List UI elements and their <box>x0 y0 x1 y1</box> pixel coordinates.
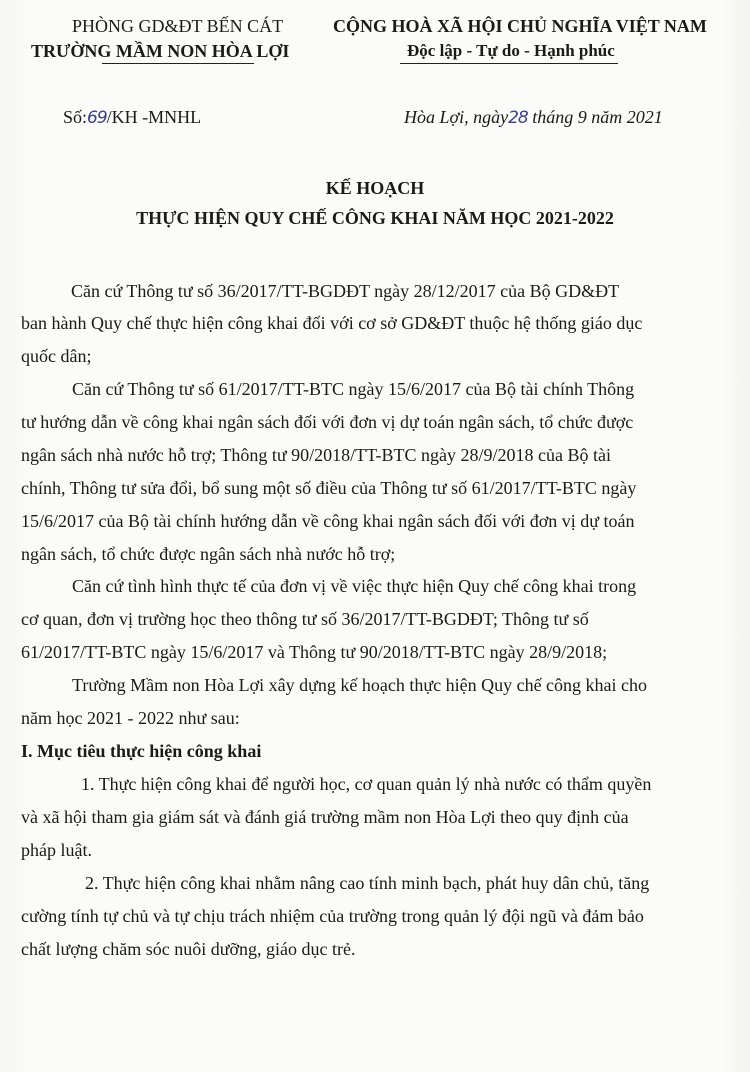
body-line: Căn cứ Thông tư số 61/2017/TT-BTC ngày 15/6/2017 của Bộ tài chính Thông <box>72 379 635 399</box>
body-line: Căn cứ Thông tư số 36/2017/TT-BGDĐT ngày 28/12/2017 của Bộ GD&ĐT <box>71 281 620 301</box>
document-subtitle: THỰC HIỆN QUY CHẾ CÔNG KHAI NĂM HỌC 2021-2022 <box>136 208 614 228</box>
document-date <box>404 107 663 128</box>
body-line: 1. Thực hiện công khai để người học, cơ quan quản lý nhà nước có thẩm quyền <box>81 774 652 794</box>
body-line: và xã hội tham gia giám sát và đánh giá trường mầm non Hòa Lợi theo quy định của <box>21 807 629 827</box>
body-line: ban hành Quy chế thực hiện công khai đối với cơ sở GD&ĐT thuộc hệ thống giáo dục <box>21 313 643 333</box>
national-motto: Độc lập - Tự do - Hạnh phúc <box>407 41 615 60</box>
body-line: 2. Thực hiện công khai nhằm nâng cao tính minh bạch, phát huy dân chủ, tăng <box>85 873 650 893</box>
document-number-handwritten: 69 <box>87 108 107 128</box>
school-name: TRƯỜNG MẦM NON HÒA LỢI <box>31 41 290 61</box>
department-name: PHÒNG GD&ĐT BẾN CÁT <box>72 16 284 36</box>
body-line: Căn cứ tình hình thực tế của đơn vị về việc thực hiện Quy chế công khai trong <box>72 576 637 596</box>
body-line: chất lượng chăm sóc nuôi dưỡng, giáo dục trẻ. <box>21 939 356 959</box>
date-prefix: Hòa Lợi, ngày <box>404 107 509 127</box>
body-line: tư hướng dẫn về công khai ngân sách đối với đơn vị dự toán ngân sách, tổ chức được <box>21 412 634 432</box>
national-title: CỘNG HOÀ XÃ HỘI CHỦ NGHĨA VIỆT NAM <box>333 16 707 36</box>
body-line: pháp luật. <box>21 840 92 860</box>
body-line: 61/2017/TT-BTC ngày 15/6/2017 và Thông tư 90/2018/TT-BTC ngày 28/9/2018; <box>21 642 608 662</box>
body-line: Trường Mầm non Hòa Lợi xây dựng kế hoạch thực hiện Quy chế công khai cho <box>72 675 648 695</box>
school-name-underline <box>102 63 254 64</box>
section-heading: I. Mục tiêu thực hiện công khai <box>21 741 262 761</box>
body-line: cường tính tự chủ và tự chịu trách nhiệm của trường trong quản lý đội ngũ và đảm bảo <box>21 906 644 926</box>
body-line: chính, Thông tư sửa đổi, bổ sung một số điều của Thông tư số 61/2017/TT-BTC ngày <box>21 478 637 498</box>
body-line: 15/6/2017 của Bộ tài chính hướng dẫn về công khai ngân sách đối với đơn vị dự toán <box>21 511 635 531</box>
document-number-suffix: /KH -MNHL <box>106 107 202 127</box>
body-line: quốc dân; <box>21 346 92 366</box>
body-line: cơ quan, đơn vị trường học theo thông tư số 36/2017/TT-BGDĐT; Thông tư số <box>21 609 589 629</box>
document-title: KẾ HOẠCH <box>325 178 425 198</box>
date-suffix: tháng 9 năm 2021 <box>527 107 663 127</box>
body-line: năm học 2021 - 2022 như sau: <box>21 708 240 728</box>
document-number <box>63 107 201 128</box>
motto-underline <box>400 63 618 64</box>
body-line: ngân sách nhà nước hỗ trợ; Thông tư 90/2018/TT-BTC ngày 28/9/2018 của Bộ tài <box>21 445 611 465</box>
body-line: ngân sách, tổ chức được ngân sách nhà nước hỗ trợ; <box>21 544 396 564</box>
document-number-prefix: Số: <box>63 107 88 127</box>
date-day-handwritten: 28 <box>508 108 528 128</box>
